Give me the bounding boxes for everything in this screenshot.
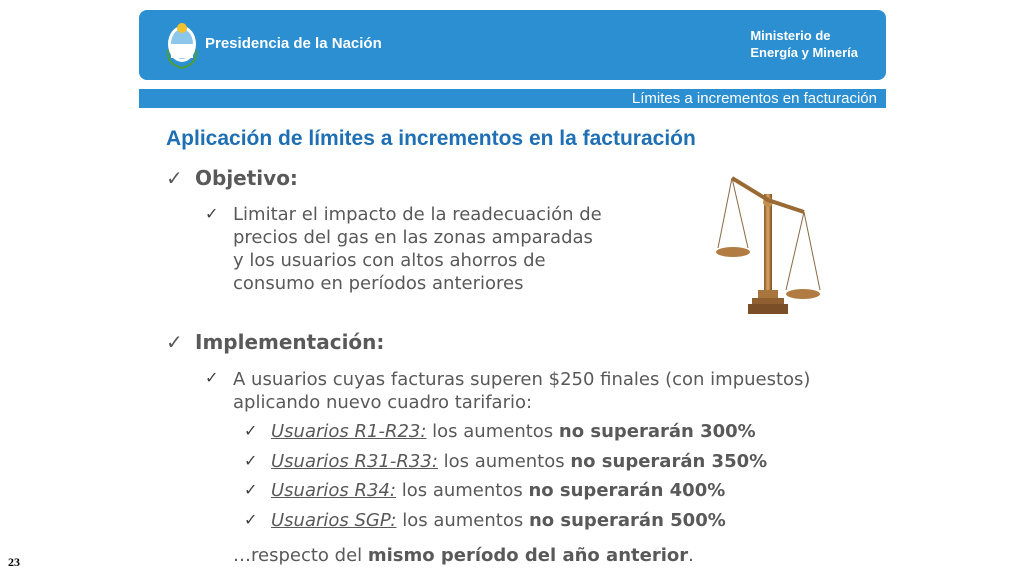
tariff-item	[271, 509, 726, 532]
tariff-item	[271, 450, 767, 473]
check-icon: ✓	[166, 166, 183, 190]
check-icon: ✓	[244, 510, 258, 529]
objective-text	[233, 203, 602, 295]
tariff-item	[271, 420, 756, 443]
check-icon: ✓	[205, 204, 219, 223]
slide-title: Aplicación de límites a incrementos en la facturación	[166, 127, 696, 150]
balance-scale-icon	[712, 172, 834, 320]
tariff-mid-text: los aumentos	[426, 421, 559, 442]
tariff-item	[271, 479, 725, 502]
ministry-line-2: Energía y Minería	[750, 45, 858, 60]
implementation-line: A usuarios cuyas facturas superen $250 finales (con impuestos)	[233, 369, 811, 390]
argentina-seal-icon	[165, 20, 199, 70]
check-icon: ✓	[244, 421, 258, 440]
check-icon: ✓	[244, 480, 258, 499]
tariff-user-group: Usuarios R31-R33:	[271, 451, 438, 472]
closing-note	[233, 544, 694, 567]
ministry-line-1: Ministerio de	[750, 28, 831, 43]
tariff-limit: no superarán 350%	[570, 451, 768, 472]
tariff-mid-text: los aumentos	[437, 451, 571, 472]
check-icon: ✓	[244, 451, 258, 470]
objective-line: precios del gas en las zonas amparadas	[233, 227, 593, 248]
tariff-limit: no superarán 500%	[528, 510, 726, 531]
tariff-limit: no superarán 400%	[528, 480, 726, 501]
objective-heading: Objetivo:	[195, 166, 298, 190]
section-bar	[139, 89, 886, 108]
closing-note-pre: …respecto del	[233, 545, 368, 566]
objective-line: y los usuarios con altos ahorros de	[233, 250, 546, 271]
tariff-user-group: Usuarios R1-R23:	[271, 421, 427, 442]
implementation-text	[233, 368, 810, 414]
objective-line: Limitar el impacto de la readecuación de	[233, 204, 602, 225]
tariff-user-group: Usuarios R34:	[271, 480, 396, 501]
closing-note-post: .	[688, 545, 694, 566]
check-icon: ✓	[205, 368, 219, 387]
header-banner	[139, 10, 886, 80]
tariff-mid-text: los aumentos	[396, 510, 529, 531]
ministry-name	[750, 27, 858, 61]
objective-line: consumo en períodos anteriores	[233, 273, 524, 294]
presidency-title: Presidencia de la Nación	[205, 35, 382, 52]
tariff-limit: no superarán 300%	[558, 421, 756, 442]
section-label: Límites a incrementos en facturación	[631, 90, 877, 107]
implementation-line: aplicando nuevo cuadro tarifario:	[233, 392, 533, 413]
implementation-heading: Implementación:	[195, 330, 385, 354]
check-icon: ✓	[166, 330, 183, 354]
closing-note-bold: mismo período del año anterior	[367, 545, 689, 566]
slide-number: 23	[8, 555, 20, 569]
tariff-user-group: Usuarios SGP:	[271, 510, 397, 531]
tariff-mid-text: los aumentos	[395, 480, 529, 501]
